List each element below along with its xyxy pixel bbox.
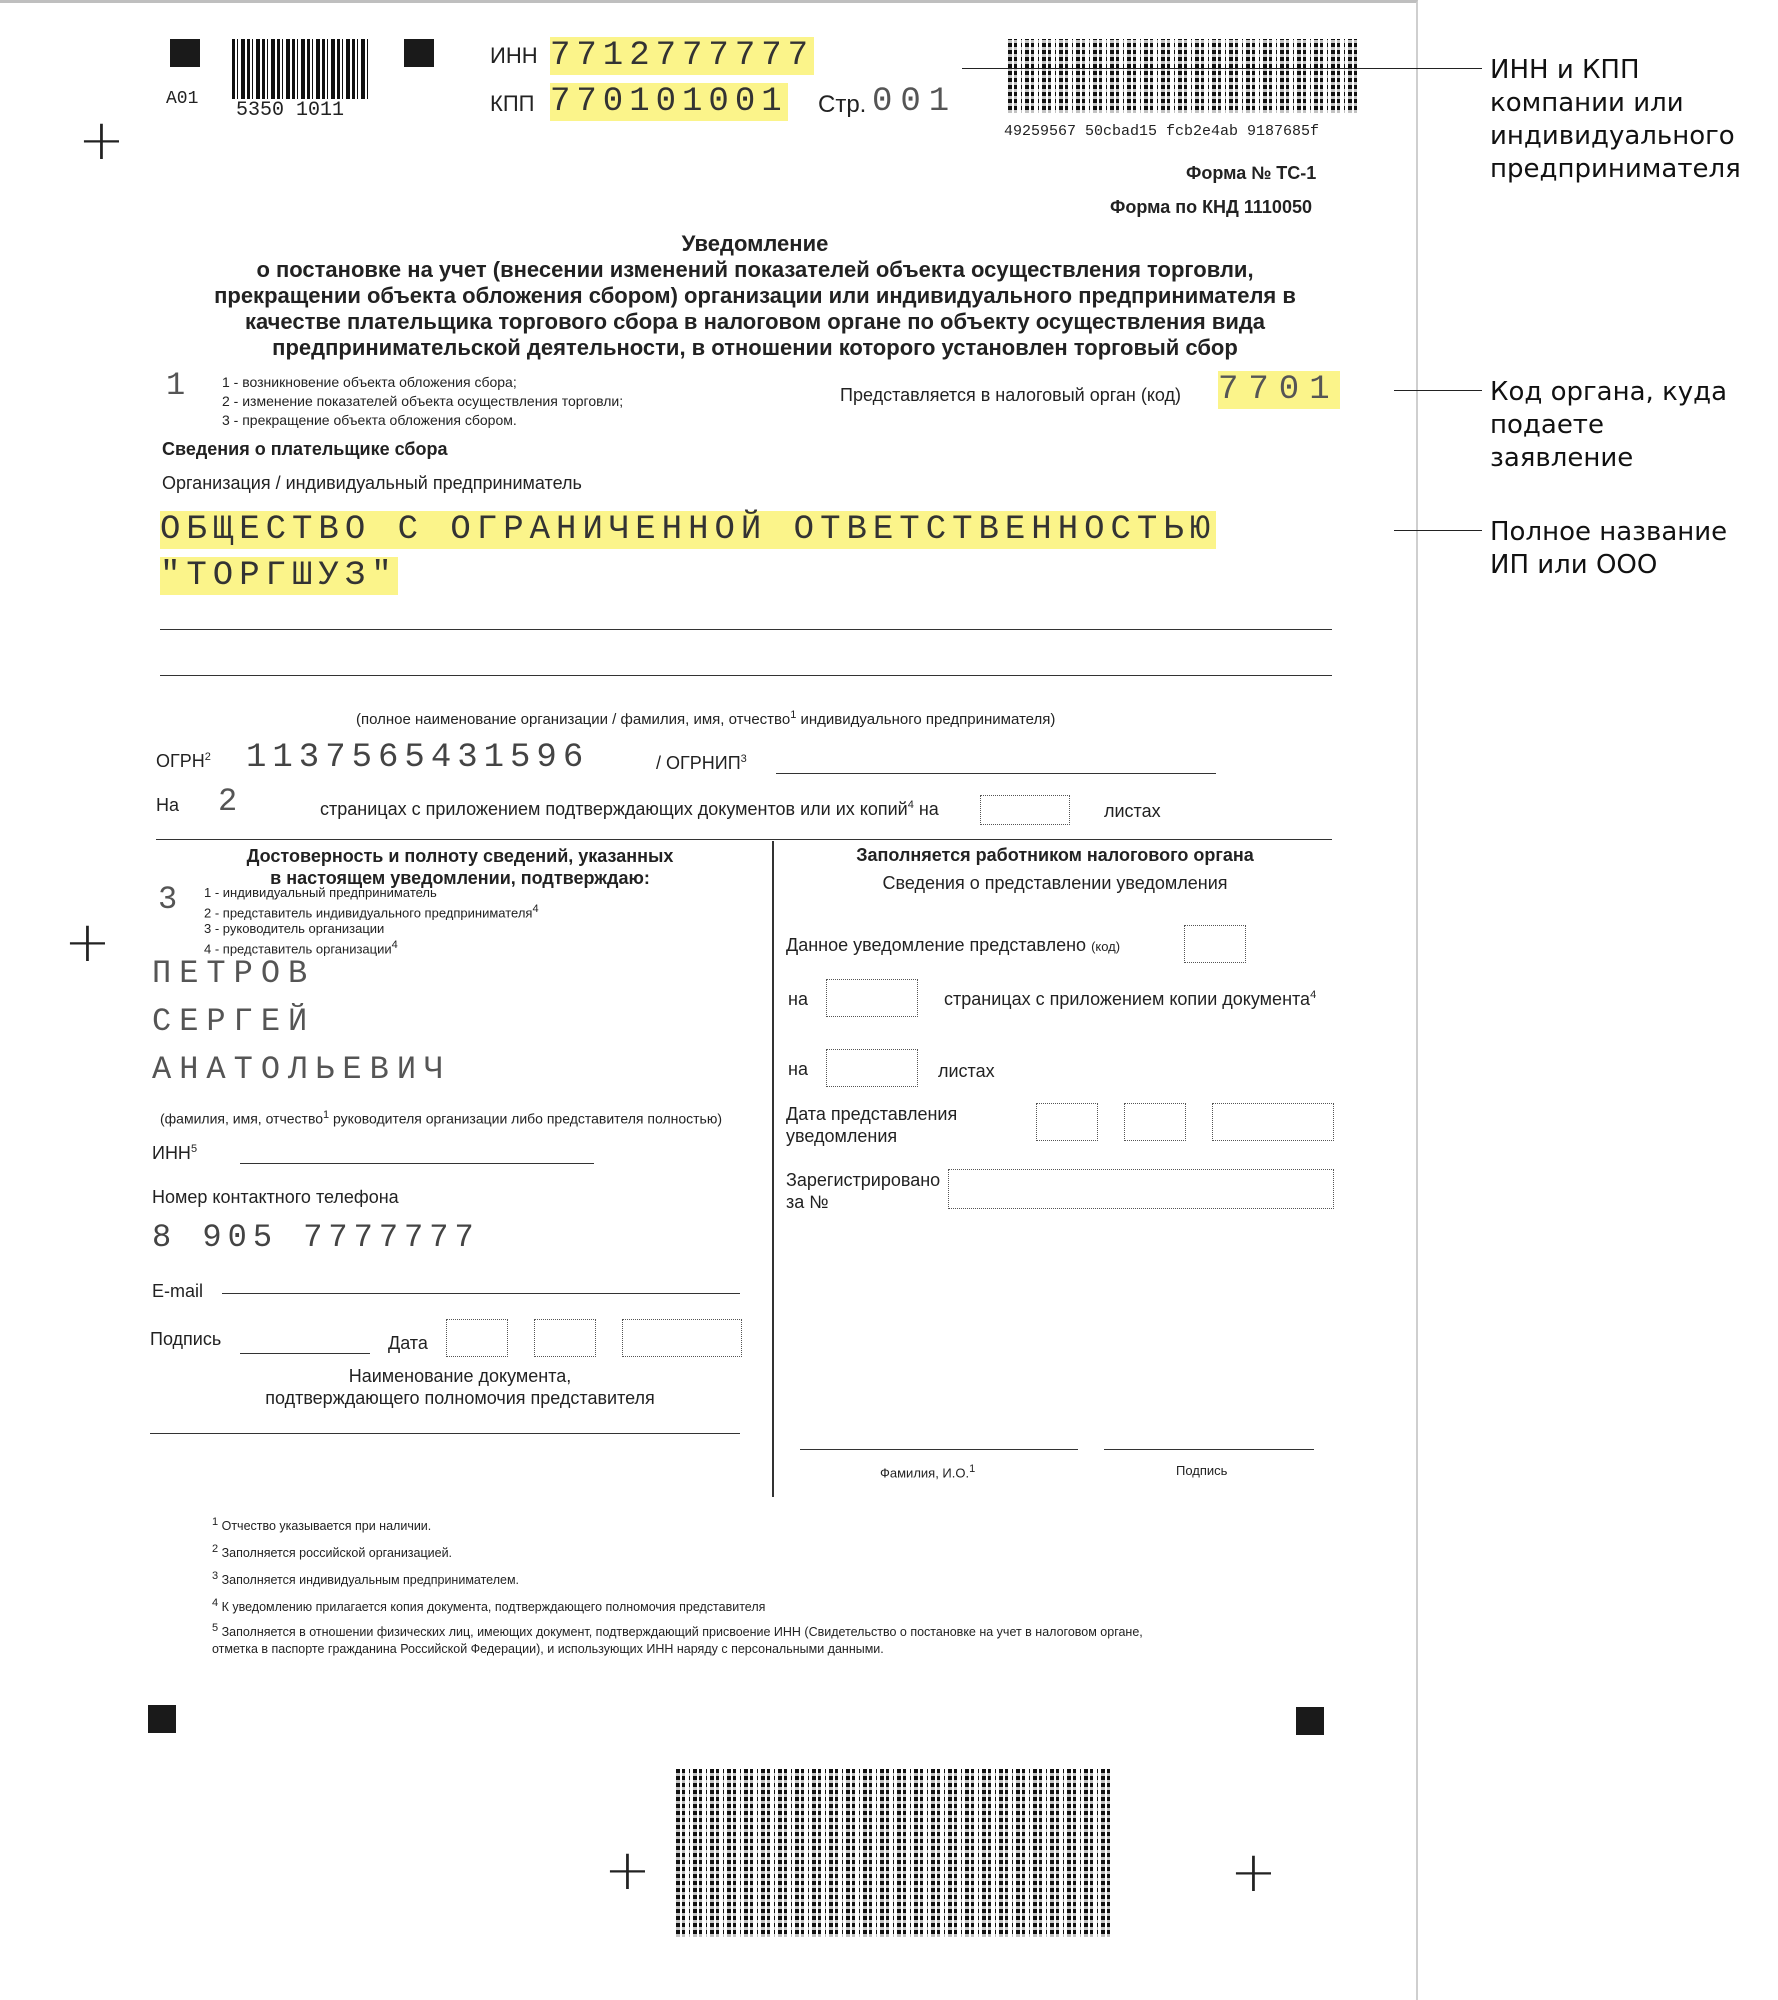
presented-month-box[interactable] [1124,1103,1186,1141]
name-caption: (полное наименование организации / фамилия, имя, отчество$^1$ индивидуального предпринимателя) [356,709,1056,728]
title-line: качестве плательщика торгового сбора в налоговом органе по объекту осуществления вида [244,309,1266,334]
right-sheets-label: листах [938,1061,995,1081]
form-number: Форма № ТС-1 [1186,163,1317,183]
pages-label: На [156,795,180,815]
inn-label-text: ИНН [152,1143,191,1163]
sheets-label: листах [1104,801,1161,821]
kpp-label: КПП [490,91,535,116]
caption-text: (полное наименование организации / фамилия, имя, отчество [356,711,791,728]
presented-label [786,935,1120,956]
pages-on: на [918,799,939,819]
footnotes: 1 Отчество указывается при наличии. 2 Заполняется российской организацией. 3 Заполняется индивидуальным предпринимателем. 4 К уведомлению прилагается копия документа, подтверждающего полномочия представителя 5 Заполняется в отношении физических лиц, имеющих документ, подтверждающий присвоение ИНН (Свидетельство о постановке на учет в налоговом органе, отметка в паспорте гражданина Российской Федерации), и использующих ИНН наряду с персональными данными. [212,1516,1143,1656]
authority-code: 7701 [1218,371,1340,409]
right-on-label: на [788,989,808,1009]
label-text: за № [786,1192,829,1212]
barcode-number: 5350 1011 [236,99,345,122]
footnote-text: К уведомлению прилагается копия документа, подтверждающего полномочия представителя [221,1600,766,1615]
title-main: Уведомление [681,231,829,256]
kpp-value: 770101001 [550,83,788,121]
page-value: 001 [872,83,958,121]
registration-cross: + [78,108,125,173]
barcode-code: 49259567 50cbad15 fcb2e4ab 9187685f [1004,123,1320,140]
date-day-box[interactable] [446,1319,508,1357]
caption-text: руководителя организации либо представителя полностью) [333,1110,722,1127]
option-text: 1 - возникновение объекта обложения сбора; [222,374,517,390]
presented-code-box[interactable] [1184,925,1246,963]
tax-office-title: Заполняется работником налогового органа [856,845,1254,865]
form-code: A01 [166,89,199,109]
section-divider [156,839,1332,840]
footnote-text: отметка в паспорте гражданина Российской Федерации), и использующих ИНН наряду с персональными данными. [212,1641,884,1656]
presented-day-box[interactable] [1036,1103,1098,1141]
presented-code: (код) [1091,939,1121,954]
footnote-text: Отчество указывается при наличии. [221,1519,432,1534]
annotation-line: заявление [1490,443,1634,473]
caption-text: Наименование документа, [348,1366,572,1386]
inn-label: ИНН [490,43,538,68]
annotation-line: предпринимателя [1490,154,1741,184]
authority-label: Представляется в налоговый орган (код) [840,385,1182,405]
org-label: Организация / индивидуальный предприниматель [162,473,582,493]
sign-underline [1104,1449,1314,1450]
signature-underline [240,1353,370,1354]
corner-marker [170,39,200,67]
option-text: 1 - индивидуальный предприниматель [204,885,437,900]
annotation-leader [1394,530,1482,531]
email-label: E-mail [152,1281,204,1301]
notice-type-options [222,373,623,430]
annotation-line: Код органа, куда [1490,377,1728,407]
registration-cross: + [1230,1840,1277,1905]
registration-cross: + [604,1838,651,1903]
signer-surname: ПЕТРОВ [152,955,316,992]
right-pages-box[interactable] [826,979,918,1017]
document-title [150,231,1360,361]
ogrnip-label-text: / ОГРНИП [656,753,741,773]
inn-value: 7712777777 [550,37,815,75]
fio-caption: (фамилия, имя, отчество$^1$ руководителя организации либо представителя полностью) [160,1109,722,1127]
email-underline [222,1293,740,1294]
pages-text-main: страницах с приложением подтверждающих документов или их копий [320,799,908,819]
signer-type-value: 3 [158,881,178,918]
option-text: 2 - представитель индивидуального предпринимателя [204,905,533,921]
annotation-inn-kpp [1490,54,1741,186]
annotation-authority-code [1490,376,1727,475]
org-name-line2: "ТОРГШУЗ" [160,557,398,595]
annotation-leader [1394,390,1482,391]
annotation-leader [962,68,1482,69]
date-presented-label [786,1103,957,1147]
header-datamatrix [1008,39,1358,113]
column-divider [772,841,774,1497]
pages-text: страницах с приложением подтверждающих документов или их копий$^4$ на [320,799,939,819]
caption-text: (фамилия, имя, отчество [160,1110,324,1127]
caption-text: индивидуального предпринимателя) [800,711,1056,728]
option-text: 2 - изменение показателей объекта осуществления торговли; [222,393,624,409]
corner-marker [404,39,434,67]
fio-underline [800,1449,1078,1450]
corner-marker [1296,1707,1324,1735]
corner-marker [148,1705,176,1733]
page-label: Стр. [818,91,867,118]
option-text: 3 - руководитель организации [204,921,385,937]
signer-type-options: 1 - индивидуальный предприниматель 2 - представитель индивидуального предпринимателя$^4$ 3 - руководитель организации 4 - представитель организации$^4$ [204,885,539,957]
ogrnip-underline [776,773,1216,774]
caption-text: подтверждающего полномочия представителя [265,1388,655,1408]
annotation-line: ИП или ООО [1490,550,1658,580]
label-text: Дата представления [786,1104,958,1124]
caption-text: Фамилия, И.О. [880,1465,970,1481]
org-name-line1: ОБЩЕСТВО С ОГРАНИЧЕННОЙ ОТВЕТСТВЕННОСТЬЮ [160,511,1217,549]
ogrn-value: 1137565431596 [246,739,590,777]
presented-year-box[interactable] [1212,1103,1334,1141]
fio-caption-right: Фамилия, И.О.$^1$ [880,1463,976,1481]
underline [160,629,1332,630]
registration-number-box[interactable] [948,1169,1334,1209]
sign-caption-right: Подпись [1176,1463,1228,1478]
doc-caption [220,1365,700,1409]
form-knd: Форма по КНД 1110050 [1110,197,1312,217]
right-sheets-box[interactable] [826,1049,918,1087]
title-line: о постановке на учет (внесении изменений показателей объекта осуществления торговли, [256,257,1254,282]
annotation-line: ИНН и КПП [1490,55,1640,85]
inn-underline [240,1163,594,1164]
ogrnip-label: / ОГРНИП$^3$ [656,753,747,773]
registration-cross: + [64,910,111,975]
annotation-company-name [1490,516,1727,582]
presented-text: Данное уведомление представлено [786,935,1087,955]
pages-value: 2 [218,783,238,820]
option-text: 3 - прекращение объекта обложения сбором. [222,412,517,428]
confirm-title-line: в настоящем уведомлении, подтверждаю: [270,868,650,888]
signature-label: Подпись [150,1329,222,1349]
title-line: прекращении объекта обложения сбором) организации или индивидуального предпринимателя в [214,283,1296,308]
annotation-line: подаете [1490,410,1604,440]
tax-office-subtitle: Сведения о представлении уведомления [882,873,1228,893]
phone-label: Номер контактного телефона [152,1187,399,1207]
date-year-box[interactable] [622,1319,742,1357]
annotation-line: компании или [1490,88,1684,118]
registered-label [786,1169,940,1213]
date-month-box[interactable] [534,1319,596,1357]
confirm-title-line: Достоверность и полноту сведений, указанных [246,846,674,866]
payer-section-title: Сведения о плательщике сбора [162,439,448,459]
title-line: предпринимательской деятельности, в отношении которого установлен торговый сбор [272,335,1238,360]
footnote-text: Заполняется российской организацией. [221,1546,453,1561]
annotation-line: Полное название [1490,517,1728,547]
sheets-count-box[interactable] [980,795,1070,825]
footnote-text: Заполняется индивидуальным предпринимателем. [221,1573,520,1588]
right-on-label: на [788,1059,808,1079]
ogrn-label: ОГРН$^2$ [156,751,211,771]
right-pages-main: страницах с приложением копии документа [944,989,1311,1009]
signer-name: СЕРГЕЙ [152,1003,316,1040]
ogrn-label-text: ОГРН [156,751,205,771]
signer-inn-label: ИНН$^5$ [152,1143,198,1163]
label-text: Зарегистрировано [786,1170,941,1190]
right-pages-text: страницах с приложением копии документа$^4$ [944,989,1317,1009]
doc-underline [150,1433,740,1434]
signer-patronymic: АНАТОЛЬЕВИЧ [152,1051,452,1088]
notice-type-value: 1 [166,367,186,404]
option-text: 4 - представитель организации [204,941,392,957]
footnote-text: Заполняется в отношении физических лиц, имеющих документ, подтверждающий присвоение ИНН (Свидетельство о постановке на учет в налоговом органе, [221,1624,1143,1639]
confirm-title [180,845,740,889]
header-barcode [232,39,368,99]
phone-value: 8 905 7777777 [152,1219,480,1256]
label-text: уведомления [786,1126,898,1146]
bottom-datamatrix [676,1769,1114,1937]
date-label: Дата [388,1333,428,1353]
annotation-line: индивидуального [1490,121,1735,151]
underline [160,675,1332,676]
